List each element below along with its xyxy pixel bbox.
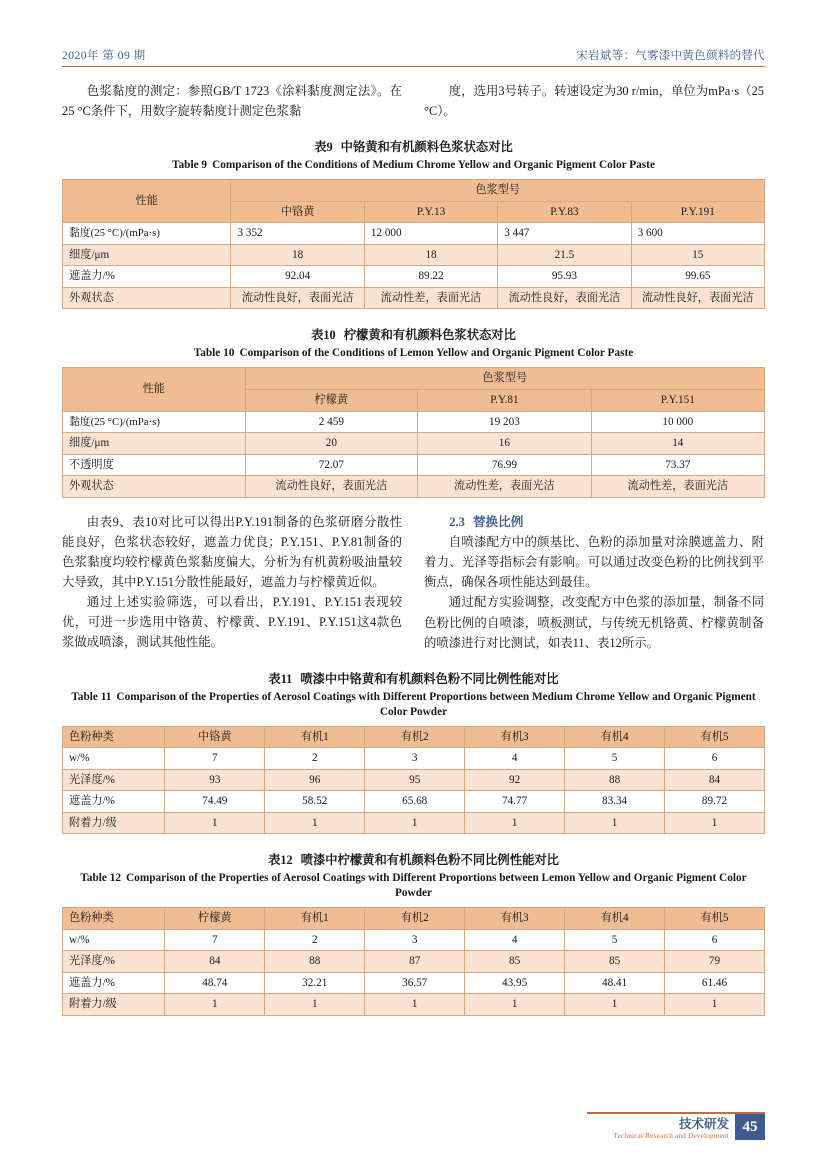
cell: 1 [665,812,765,834]
section-heading [424,512,764,532]
table-block-12 [62,850,765,1016]
section-title: 替换比例 [472,514,524,529]
table-row [63,769,765,791]
cell: 85 [565,951,665,973]
cell: 3 352 [231,223,364,245]
cell: 1 [165,994,265,1016]
page-number: 45 [735,1114,765,1140]
cell: 7 [165,748,265,770]
cell: 74.49 [165,791,265,813]
row-label: 附着力/级 [63,812,165,834]
cell: 5 [565,929,665,951]
section-number: 2.3 [449,514,465,529]
cell: 1 [565,812,665,834]
row-label: 不透明度 [63,454,246,476]
cell: 21.5 [498,244,631,266]
cell: 96 [265,769,365,791]
cell: 1 [665,994,765,1016]
table-11-label-cn: 表11 [268,671,293,686]
table-12-col-4: 有机3 [465,908,565,930]
cell: 87 [365,951,465,973]
table-11-label-en: Table 11 [71,690,112,703]
table-9-label-en: Table 9 [172,159,208,172]
cell: 99.65 [631,266,764,288]
table-11-caption-en [62,690,765,720]
row-label: 附着力/级 [63,994,165,1016]
cell: 88 [265,951,365,973]
cell: 3 [365,929,465,951]
cell: 72.07 [245,454,418,476]
header-issue: 2020年 第 09 期 [62,50,146,62]
table-9-col-4: P.Y.191 [631,201,764,223]
table-10-label-en: Table 10 [193,347,235,360]
cell: 流动性差，表面光洁 [418,476,591,498]
cell: 76.99 [418,454,591,476]
cell: 73.37 [591,454,764,476]
cell: 92 [465,769,565,791]
table-12-caption-cn [62,850,765,868]
cell: 95 [365,769,465,791]
cell: 14 [591,433,764,455]
table-10-col-2: P.Y.81 [418,389,591,411]
cell: 2 [265,748,365,770]
table-11-col-1: 中铬黄 [165,726,265,748]
paragraph-section-2: 通过配方实验调整，改变配方中色浆的添加量，制备不同色粉比例的自喷漆，喷板测试，与传统无机铬黄、柠檬黄制备的喷漆进行对比测试，如表11、表12所示。 [424,595,764,650]
cell: 18 [364,244,497,266]
table-row [63,287,765,309]
cell: 43.95 [465,972,565,994]
row-label: w/% [63,748,165,770]
table-10 [62,367,765,497]
table-10-label-cn: 表10 [311,328,336,343]
column-left-2 [62,512,402,653]
cell: 1 [465,994,565,1016]
cell: 2 459 [245,411,418,433]
cell: 93 [165,769,265,791]
cell: 65.68 [365,791,465,813]
row-label: w/% [63,929,165,951]
table-9-caption-en [62,158,765,173]
table-10-col-1: 柠檬黄 [245,389,418,411]
cell: 20 [245,433,418,455]
table-11 [62,726,765,835]
table-12-title-cn: 喷漆中柠檬黄和有机颜料色粉不同比例性能对比 [300,853,559,868]
table-12-col-3: 有机2 [365,908,465,930]
paragraph-screening: 通过上述实验筛选，可以看出，P.Y.191、P.Y.151表现较优，可进一步选用中铬黄、柠檬黄、P.Y.191、P.Y.151这4款色浆做成喷漆，测试其他性能。 [62,595,402,650]
table-9-caption-cn [62,137,765,155]
row-label: 黏度(25 °C)/(mPa·s) [63,411,246,433]
table-row [63,454,765,476]
column-left [62,81,402,121]
table-row [63,244,765,266]
table-11-col-4: 有机3 [465,726,565,748]
cell: 3 600 [631,223,764,245]
table-row [63,726,765,748]
paragraph-section-1: 自喷漆配方中的颜基比、色粉的添加量对涂膜遮盖力、附着力、光泽等指标会有影响。可以通过改变色粉的比例找到平衡点，确保各项性能达到最佳。 [424,535,764,590]
table-row [63,812,765,834]
middle-text-columns [62,512,765,653]
row-label: 遮盖力/% [63,791,165,813]
cell: 流动性良好，表面光洁 [631,287,764,309]
table-row [63,748,765,770]
table-row [63,908,765,930]
cell: 16 [418,433,591,455]
table-row [63,994,765,1016]
cell: 1 [165,812,265,834]
cell: 74.77 [465,791,565,813]
cell: 10 000 [591,411,764,433]
cell: 6 [665,748,765,770]
table-12-col-6: 有机5 [665,908,765,930]
table-row [63,476,765,498]
cell: 1 [265,812,365,834]
cell: 79 [665,951,765,973]
page-header [62,44,765,67]
cell: 84 [665,769,765,791]
table-12-col-0: 色粉种类 [63,908,165,930]
cell: 1 [365,994,465,1016]
cell: 85 [465,951,565,973]
table-12-label-en: Table 12 [80,872,122,885]
table-11-col-2: 有机1 [265,726,365,748]
cell: 2 [265,929,365,951]
table-9-header-paste-type: 色浆型号 [231,180,765,202]
cell: 流动性差，表面光洁 [591,476,764,498]
cell: 32.21 [265,972,365,994]
table-block-10 [62,325,765,497]
cell: 18 [231,244,364,266]
cell: 1 [365,812,465,834]
table-row [63,180,765,202]
cell: 3 [365,748,465,770]
cell: 89.22 [364,266,497,288]
cell: 36.57 [365,972,465,994]
table-11-title-cn: 喷漆中中铬黄和有机颜料色粉不同比例性能对比 [300,671,559,686]
table-11-title-en: Comparison of the Properties of Aerosol Coatings with Different Proportions between Medium Chrome Yellow and Organic Pigment Color Powder [116,690,756,718]
table-9-col-2: P.Y.13 [364,201,497,223]
cell: 4 [465,929,565,951]
paragraph-viscosity-method-cont: 度，选用3号转子。转速设定为30 r/min，单位为mPa·s（25 °C）。 [424,84,764,119]
table-11-col-6: 有机5 [665,726,765,748]
table-row [63,929,765,951]
row-label: 黏度(25 °C)/(mPa·s) [63,223,231,245]
table-10-header-performance: 性能 [63,368,246,411]
cell: 48.74 [165,972,265,994]
footer-section-name [614,1117,729,1140]
table-9-col-3: P.Y.83 [498,201,631,223]
table-10-caption-en [62,346,765,361]
table-10-title-en: Comparison of the Conditions of Lemon Yellow and Organic Pigment Color Paste [239,347,634,360]
header-article-title: 宋岩斌等：气雾漆中黄色颜料的替代 [576,50,765,62]
table-9-header-performance: 性能 [63,180,231,223]
table-10-title-cn: 柠檬黄和有机颜料色浆状态对比 [343,328,516,343]
cell: 92.04 [231,266,364,288]
cell: 流动性良好，表面光洁 [231,287,364,309]
cell: 19 203 [418,411,591,433]
cell: 12 000 [364,223,497,245]
cell: 1 [565,994,665,1016]
row-label: 遮盖力/% [63,266,231,288]
table-row [63,972,765,994]
row-label: 光泽度/% [63,769,165,791]
row-label: 外观状态 [63,476,246,498]
table-11-col-3: 有机2 [365,726,465,748]
cell: 流动性良好，表面光洁 [245,476,418,498]
cell: 6 [665,929,765,951]
table-12-col-2: 有机1 [265,908,365,930]
table-9-title-cn: 中铬黄和有机颜料色浆状态对比 [340,140,513,155]
table-row [63,411,765,433]
cell: 1 [465,812,565,834]
cell: 流动性差，表面光洁 [364,287,497,309]
table-block-9 [62,137,765,309]
cell: 89.72 [665,791,765,813]
cell: 15 [631,244,764,266]
cell: 58.52 [265,791,365,813]
table-9-title-en: Comparison of the Conditions of Medium Chrome Yellow and Organic Pigment Color Paste [212,159,655,172]
paragraph-comparison: 由表9、表10对比可以得出P.Y.191制备的色浆研磨分散性能良好，色浆状态较好，遮盖力优良；P.Y.151、P.Y.81制备的色浆黏度均较柠檬黄色浆黏度偏大，分析为有机黄粉吸油量较大导致，其中P.Y.151分散性能最好，遮盖力与柠檬黄近似。 [62,514,402,590]
table-11-col-0: 色粉种类 [63,726,165,748]
table-11-caption-cn [62,669,765,687]
table-12-label-cn: 表12 [268,853,293,868]
table-row [63,266,765,288]
cell: 83.34 [565,791,665,813]
row-label: 细度/μm [63,433,246,455]
table-row [63,223,765,245]
page [0,44,827,1166]
top-text-columns [62,81,765,121]
cell: 5 [565,748,665,770]
cell: 1 [265,994,365,1016]
table-11-col-5: 有机4 [565,726,665,748]
cell: 84 [165,951,265,973]
footer-label-cn: 技术研发 [678,1117,729,1132]
cell: 95.93 [498,266,631,288]
table-12-col-1: 柠檬黄 [165,908,265,930]
paragraph-viscosity-method: 色浆黏度的测定：参照GB/T 1723《涂料黏度测定法》。在25 °C条件下，用数字旋转黏度计测定色浆黏 [62,84,402,119]
cell: 88 [565,769,665,791]
table-10-col-3: P.Y.151 [591,389,764,411]
table-row [63,368,765,390]
table-block-11 [62,669,765,835]
table-9-label-cn: 表9 [314,140,333,155]
table-9 [62,179,765,309]
row-label: 外观状态 [63,287,231,309]
row-label: 细度/μm [63,244,231,266]
table-12 [62,907,765,1016]
table-row [63,433,765,455]
table-10-header-paste-type: 色浆型号 [245,368,764,390]
row-label: 遮盖力/% [63,972,165,994]
column-right-2 [424,512,764,653]
table-12-title-en: Comparison of the Properties of Aerosol Coatings with Different Proportions between Lemon Yellow and Organic Pigment Color Powder [126,872,747,900]
row-label: 光泽度/% [63,951,165,973]
table-10-caption-cn [62,325,765,343]
table-9-col-1: 中铬黄 [231,201,364,223]
cell: 7 [165,929,265,951]
cell: 61.46 [665,972,765,994]
table-row [63,791,765,813]
column-right [424,81,764,121]
cell: 48.41 [565,972,665,994]
cell: 流动性良好，表面光洁 [498,287,631,309]
table-row [63,951,765,973]
table-12-col-5: 有机4 [565,908,665,930]
cell: 3 447 [498,223,631,245]
table-12-caption-en [62,871,765,901]
cell: 4 [465,748,565,770]
footer-label-en: Technical Research and Development [613,1131,729,1140]
page-footer [614,1114,765,1140]
